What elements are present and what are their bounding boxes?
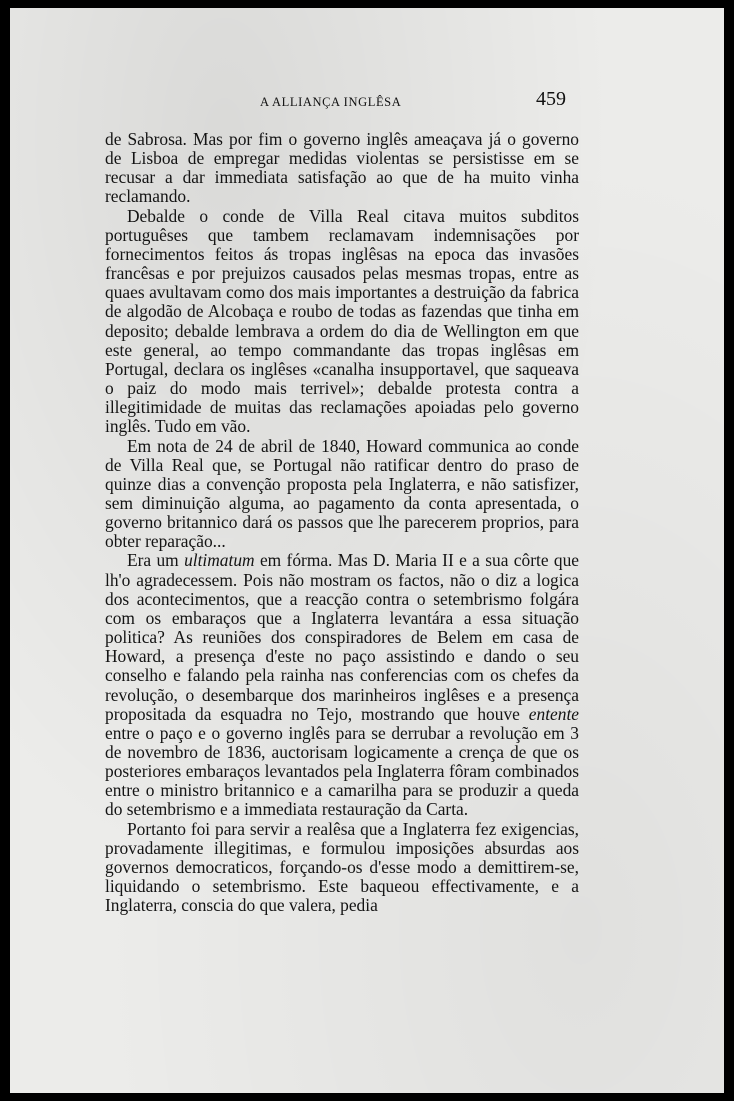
- paragraph-nota-howard: Em nota de 24 de abril de 1840, Howard communica ao conde de Villa Real que, se Portugal não ratificar dentro do praso de quinze dias a convenção proposta pela Inglaterra, e não satisfizer, sem diminuição alguma, ao pagamento da conta apresentada, o governo britannico dará os passos que lhe parecerem proprios, para obter reparação...: [105, 435, 579, 552]
- italic-term: entente: [528, 703, 579, 724]
- paragraph-ultimatum: [105, 551, 579, 819]
- paragraph-text: entre o paço e o governo inglês para se derrubar a revolução em 3 de novembro de 1836, auctorisam logicamente a crença de que os posteriores embaraços levantados pela Inglaterra fôram combinados entre o ministro britannico e a camarilha para se produzir a queda do setembrismo e a immediata restauração da Carta.: [105, 722, 579, 820]
- paragraph-continuation: de Sabrosa. Mas por fim o governo inglês ameaçava já o governo de Lisboa de empregar medidas violentas se persistisse em se recusar a dar immediata satisfação ao que de ha muito vinha reclamando.: [105, 129, 579, 207]
- page-number: 459: [536, 88, 566, 110]
- book-page: [10, 8, 724, 1093]
- paragraph-text: Era um: [127, 550, 185, 571]
- paragraph-text: em fórma. Mas D. Maria II e a sua côrte que lh'o agradecessem. Pois não mostram os factos, não o diz a logica dos acontecimentos, que a reacção contra o setembrismo folgára com os embaraços que a Inglaterra levantára a essa situação politica? As reuniões dos conspiradores de Belem em casa de Howard, a presença d'este no paço assistindo e dando o seu conselho e falando pela rainha nas conferencias com os chefes da revolução, o desembarque dos marinheiros inglêses e a presença propositada da esquadra no Tejo, mostrando que houve: [105, 550, 579, 724]
- paragraph-conde-villa-real: Debalde o conde de Villa Real citava muitos subditos portuguêses que tambem reclamavam indemnisações por fornecimentos feitos ás tropas inglêsas na epoca das invasões francêsas e por prejuizos causados pelas mesmas tropas, entre as quaes avultavam como dos mais importantes a destruição da fabrica de algodão de Alcobaça e roubo de todas as fazendas que tinha em deposito; debalde lembrava a ordem do dia de Wellington em que este general, ao tempo commandante das tropas inglêsas em Portugal, declara os inglêses «canalha insupportavel, que saqueava o paiz do modo mais terrivel»; debalde protesta contra a illegitimidade de muitas das reclamações apoiadas pelo governo inglês. Tudo em vão.: [105, 205, 579, 437]
- body-text: [105, 130, 579, 915]
- running-title: A ALLIANÇA INGLÊSA: [260, 95, 402, 109]
- italic-term: ultimatum: [184, 550, 255, 571]
- running-head: [10, 88, 724, 118]
- paragraph-realesa: Portanto foi para servir a realêsa que a Inglaterra fez exigencias, provadamente illegitimas, e formulou imposições absurdas aos governos democraticos, forçando-os d'esse modo a demittirem-se, liquidando o setembrismo. Este baqueou effectivamente, e a Inglaterra, conscia do que valera, pedia: [105, 818, 579, 916]
